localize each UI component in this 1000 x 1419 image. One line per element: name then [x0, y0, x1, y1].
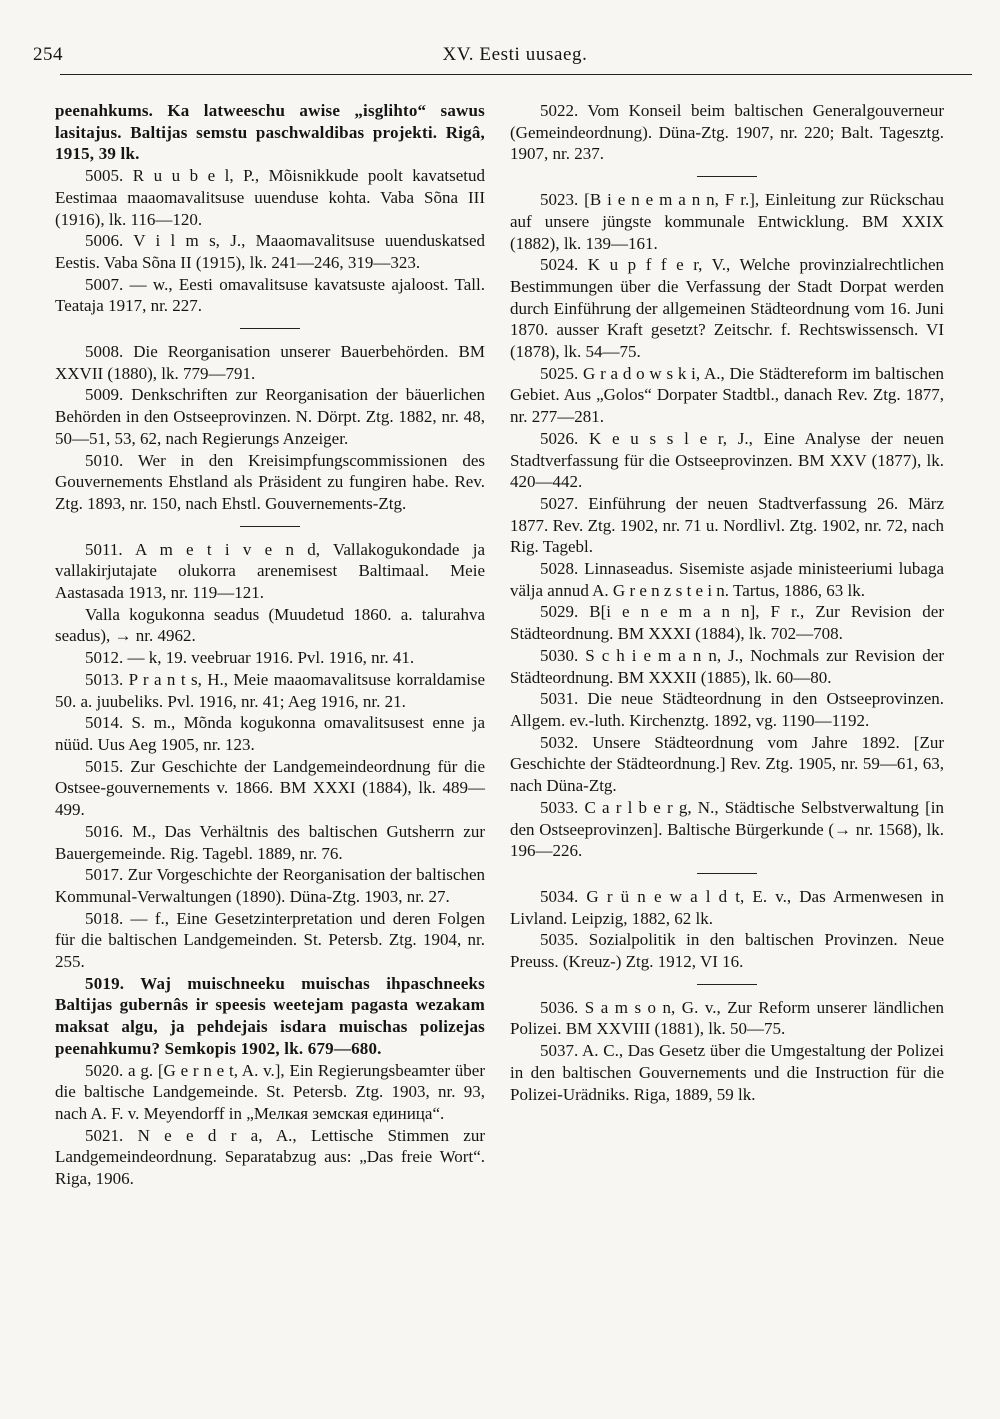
bibliography-entry: 5032. Unsere Städteordnung vom Jahre 1892. [Zur Geschichte der Städteordnung.] Rev. Ztg. 1905, nr. 59—61, 63, nach Düna-Ztg.	[510, 732, 944, 796]
bibliography-entry: peenahkums. Ka latweeschu awise „isglihto“ sawus lasitajus. Baltijas semstu paschwaldibas projekti. Rigâ, 1915, 39 lk.	[55, 101, 485, 164]
right-column	[510, 100, 944, 1105]
left-column	[55, 100, 485, 1190]
bibliography-entry: 5026. K e u s s l e r, J., Eine Analyse der neuen Stadtverfassung für die Ostseeprovinzen. BM XXV (1877), lk. 420—442.	[510, 428, 944, 492]
bibliography-entry: 5019. Waj muischneeku muischas ihpaschneeks Baltijas gubernâs ir speesis weetejam pagasta wezakam maksat algu, ja pehdejais isdara muischas polizejas peenahkumu? Semkopis 1902, lk. 679—680.	[55, 973, 485, 1058]
bibliography-entry: 5005. R u u b e l, P., Mõisnikkude poolt kavatsetud Eestimaa maaomavalitsuse uuenduse kohta. Vaba Sõna III (1916), lk. 116—120.	[55, 166, 485, 229]
header-rule	[60, 74, 972, 75]
bibliography-entry: 5009. Denkschriften zur Reorganisation der bäuerlichen Behörden in den Ostseeprovinzen. N. Dörpt. Ztg. 1882, nr. 48, 50—51, 53, 62, nach Regierungs Anzeiger.	[55, 385, 485, 448]
bibliography-entry: 5012. — k, 19. veebruar 1916. Pvl. 1916, nr. 41.	[85, 648, 415, 668]
bibliography-entry: 5036. S a m s o n, G. v., Zur Reform unserer ländlichen Polizei. BM XXVIII (1881), lk. 50—75.	[510, 997, 944, 1039]
bibliography-entry: 5008. Die Reorganisation unserer Bauerbehörden. BM XXVII (1880), lk. 779—791.	[55, 342, 485, 383]
bibliography-entry: 5013. P r a n t s, H., Meie maaomavalitsuse korraldamise 50. a. juubeliks. Pvl. 1916, nr. 41; Aeg 1916, nr. 21.	[55, 669, 485, 711]
bibliography-entry: 5034. G r ü n e w a l d t, E. v., Das Armenwesen in Livland. Leipzig, 1882, 62 lk.	[510, 886, 944, 928]
bibliography-entry: 5035. Sozialpolitik in den baltischen Provinzen. Neue Preuss. (Kreuz-) Ztg. 1912, VI 16.	[510, 930, 944, 972]
running-title: XV. Eesti uusaeg.	[442, 44, 588, 65]
bibliography-entry: 5015. Zur Geschichte der Landgemeindeordnung für die Ostsee-gouvernements v. 1866. BM XXXI (1884), lk. 489—499.	[55, 756, 485, 820]
section-separator	[697, 176, 757, 177]
bibliography-entry: 5024. K u p f f e r, V., Welche provinzialrechtlichen Bestimmungen über die Verfassung der Stadt Dorpat werden durch Einführung der allgemeinen Städteordnung vom 16. Juni 1870. ausser Kraft gesetzt? Zeitschr. f. Rechtswissensch. VI (1878), lk. 54—75.	[510, 255, 944, 362]
section-separator	[697, 984, 757, 985]
bibliography-entry: 5031. Die neue Städteordnung in den Ostseeprovinzen. Allgem. ev.-luth. Kirchenztg. 1892, vg. 1190—1192.	[510, 689, 944, 730]
bibliography-entry: 5010. Wer in den Kreisimpfungscommissionen des Gouvernements Ehstland als Präsident zu fungiren habe. Rev. Ztg. 1893, nr. 150, nach Ehstl. Gouvernements-Ztg.	[55, 450, 485, 513]
page-number: 254	[33, 44, 63, 65]
bibliography-entry: 5023. [B i e n e m a n n, F r.], Einleitung zur Rückschau auf unsere jüngste kommunale Entwicklung. BM XXIX (1882), lk. 139—161.	[510, 190, 944, 253]
bibliography-entry: 5007. — w., Eesti omavalitsuse kavatsuste ajaloost. Tall. Teataja 1917, nr. 227.	[55, 274, 485, 316]
bibliography-entry: 5021. N e e d r a, A., Lettische Stimmen zur Landgemeindeordnung. Separatabzug aus: „Das freie Wort“. Riga, 1906.	[55, 1125, 485, 1189]
bibliography-entry: 5025. G r a d o w s k i, A., Die Städtereform im baltischen Gebiet. Aus „Golos“ Dorpater Stadtbl., danach Rev. Ztg. 1877, nr. 277—281.	[510, 363, 944, 427]
section-separator	[240, 526, 300, 527]
bibliography-entry: 5033. C a r l b e r g, N., Städtische Selbstverwaltung [in den Ostseeprovinzen]. Baltische Bürgerkunde (→ nr. 1568), lk. 196—226.	[510, 797, 944, 861]
bibliography-entry: 5006. V i l m s, J., Maaomavalitsuse uuenduskatsed Eestis. Vaba Sõna II (1915), lk. 241—246, 319—323.	[55, 231, 485, 272]
bibliography-entry: 5022. Vom Konseil beim baltischen Generalgouverneur (Gemeindeordnung). Düna-Ztg. 1907, nr. 220; Balt. Tagesztg. 1907, nr. 237.	[510, 101, 944, 164]
bibliography-entry: 5037. A. C., Das Gesetz über die Umgestaltung der Polizei in den baltischen Gouvernements und die Instruction für die Polizei-Urädniks. Riga, 1889, 59 lk.	[510, 1041, 944, 1104]
section-separator	[697, 873, 757, 874]
bibliography-entry: 5014. S. m., Mõnda kogukonna omavalitsusest enne ja nüüd. Uus Aeg 1905, nr. 123.	[55, 713, 485, 754]
bibliography-entry: 5016. M., Das Verhältnis des baltischen Gutsherrn zur Bauergemeinde. Rig. Tagebl. 1889, nr. 76.	[55, 821, 485, 863]
bibliography-entry: 5020. a g. [G e r n e t, A. v.], Ein Regierungsbeamter über die baltische Landgemeinde. St. Petersb. Ztg. 1903, nr. 93, nach A. F. v. Meyendorff in „Мелкая земская единица“.	[55, 1060, 485, 1123]
bibliography-entry: 5027. Einführung der neuen Stadtverfassung 26. März 1877. Rev. Ztg. 1902, nr. 71 u. Nordlivl. Ztg. 1902, nr. 72, nach Rig. Tagebl.	[510, 493, 944, 557]
bibliography-entry: 5030. S c h i e m a n n, J., Nochmals zur Revision der Städteordnung. BM XXXII (1885), lk. 60—80.	[510, 645, 944, 687]
bibliography-entry: 5011. A m e t i v e n d, Vallakogukondade ja vallakirjutajate olukorra arenemisest Baltimaal. Meie Aastasada 1913, nr. 119—121.	[55, 539, 485, 603]
section-separator	[240, 328, 300, 329]
bibliography-entry: Valla kogukonna seadus (Muudetud 1860. a. talurahva seadus), → nr. 4962.	[55, 604, 485, 646]
bibliography-entry: 5018. — f., Eine Gesetzinterpretation und deren Folgen für die baltischen Landgemeinden. St. Petersb. Ztg. 1904, nr. 255.	[55, 908, 485, 972]
bibliography-entry: 5017. Zur Vorgeschichte der Reorganisation der baltischen Kommunal-Verwaltungen (1890). Düna-Ztg. 1903, nr. 27.	[55, 865, 485, 906]
bibliography-entry: 5028. Linnaseadus. Sisemiste asjade ministeeriumi lubaga välja annud A. G r e n z s t e i n. Tartus, 1886, 63 lk.	[510, 559, 944, 600]
bibliography-entry: 5029. B[i e n e m a n n], F r., Zur Revision der Städteordnung. BM XXXI (1884), lk. 702—708.	[510, 602, 944, 644]
